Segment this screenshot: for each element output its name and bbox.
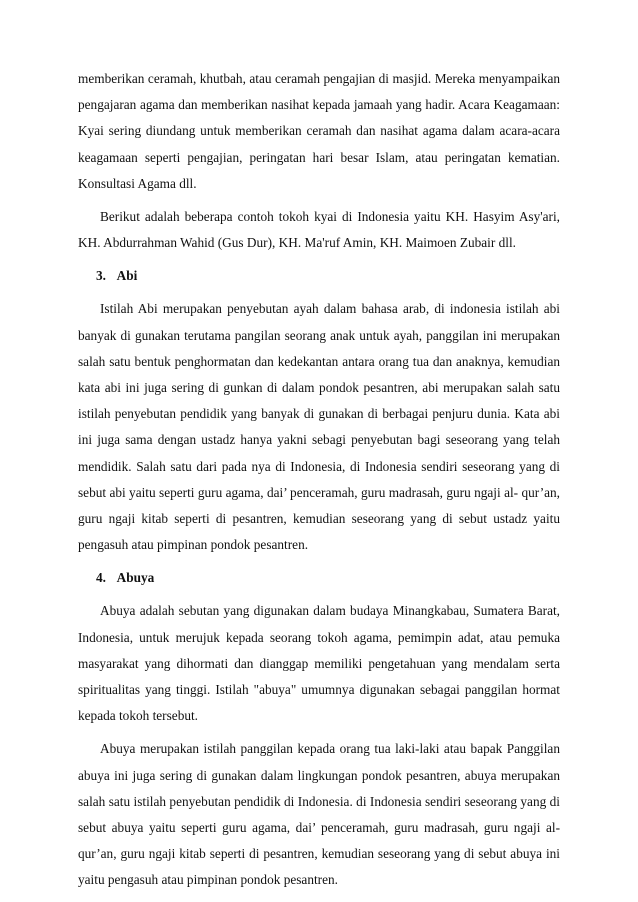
- section-heading-abi: [78, 263, 560, 289]
- abuya-paragraph-2: Abuya merupakan istilah panggilan kepada orang tua laki-laki atau bapak Panggilan abuya ini juga sering di gunakan dalam lingkungan pondok pesantren, abuya merupakan salah satu istilah penyebutan pendidik di Indonesia. di Indonesia sendiri seseorang yang di sebut abuya yaitu seperti guru agama, dai’ penceramah, guru madrasah, guru ngaji al- qur’an, guru ngaji kitab seperti di pesantren, kemudian seseorang yang di sebut abuya ini yaitu pengasuh atau pimpinan pondok pesantren.: [78, 741, 560, 888]
- kyai-examples-paragraph: Berikut adalah beberapa contoh tokoh kyai di Indonesia yaitu KH. Hasyim Asy'ari, KH. Abdurrahman Wahid (Gus Dur), KH. Ma'ruf Amin, KH. Maimoen Zubair dll.: [78, 209, 560, 251]
- section-number: 3.: [96, 268, 106, 284]
- abuya-paragraph-1: Abuya adalah sebutan yang digunakan dalam budaya Minangkabau, Sumatera Barat, Indonesia, untuk merujuk kepada seorang tokoh agama, pemimpin adat, atau pemuka masyarakat yang dihormati dan dianggap memiliki pengetahuan yang mendalam serta spiritualitas yang tinggi. Istilah "abuya" umumnya digunakan sebagai panggilan hormat kepada tokoh tersebut.: [78, 603, 560, 724]
- intro-paragraph: memberikan ceramah, khutbah, atau ceramah pengajian di masjid. Mereka menyampaikan pengajaran agama dan memberikan nasihat kepada jamaah yang hadir. Acara Keagamaan: Kyai sering diundang untuk memberikan ceramah dan nasihat agama dalam acara-acara keagamaan seperti pengajian, peringatan hari besar Islam, atau peringatan kematian. Konsultasi Agama dll.: [78, 71, 560, 191]
- section-number: 4.: [96, 570, 106, 586]
- abi-paragraph: Istilah Abi merupakan penyebutan ayah dalam bahasa arab, di indonesia istilah abi banyak di gunakan terutama pangilan seorang anak untuk ayah, panggilan ini merupakan salah satu bentuk penghormatan dan kedekantan antara orang tua dan anaknya, kemudian kata abi ini juga sering di gunkan di dalam pondok pesantren, abi merupakan salah satu istilah penyebutan pendidik yang banyak di gunakan di berbagai penjuru dunia. Kata abi ini juga sama dengan ustadz hanya yakni sebagi penyebutan bagi seseorang yang telah mendidik. Salah satu dari pada nya di Indonesia, di Indonesia sendiri seseorang yang di sebut abi yaitu seperti guru agama, dai’ penceramah, guru madrasah, guru ngaji al- qur’an, guru ngaji kitab seperti di pesantren, kemudian seseorang yang di sebut ustadz yaitu pengasuh atau pimpinan pondok pesantren.: [78, 301, 560, 553]
- section-title: Abuya: [116, 570, 155, 586]
- section-heading-abuya: [78, 565, 560, 591]
- section-title: Abi: [116, 268, 138, 284]
